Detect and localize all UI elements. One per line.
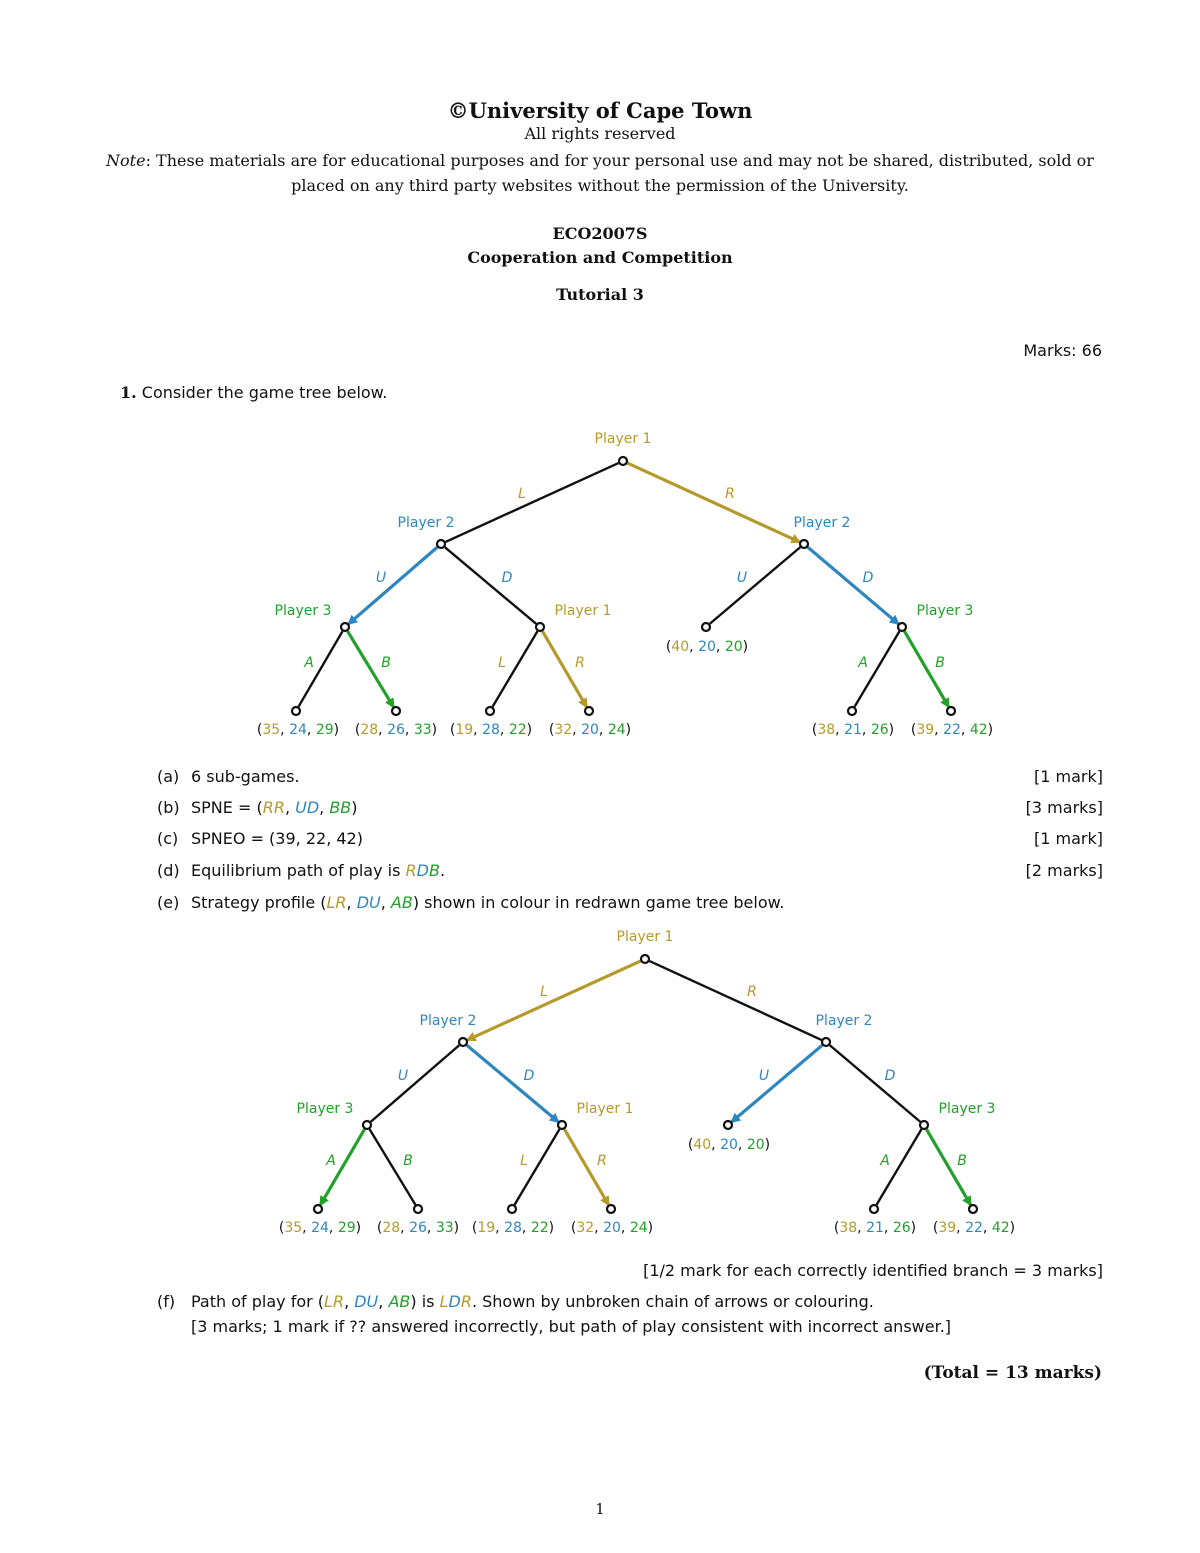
answer-label: (f) — [157, 1292, 176, 1311]
tree-branch-r — [650, 961, 822, 1040]
answer-marks: [1 mark] — [1034, 829, 1103, 848]
question-1 — [120, 383, 387, 402]
payoff-vector: (19, 28, 22) — [471, 1220, 555, 1236]
strategy-p3: AB — [390, 893, 413, 912]
tree-node — [969, 1205, 977, 1213]
answer-e-marks — [157, 1261, 1103, 1285]
branch-label-d: D — [884, 1068, 896, 1084]
player-1-label: Player 1 — [576, 1101, 634, 1117]
tree-node — [314, 1205, 322, 1213]
question-number: 1. — [120, 383, 137, 402]
branch-label-b: B — [935, 655, 945, 671]
payoff-vector: (35, 24, 29) — [256, 722, 340, 738]
tree-node — [898, 623, 906, 631]
branch-label-r: R — [747, 984, 757, 1000]
tree-node — [800, 540, 808, 548]
answer-marks: [1 mark] — [1034, 767, 1103, 786]
copyright-title: ©University of Cape Town — [447, 98, 753, 123]
answer-f-marks: [3 marks; 1 mark if ?? answered incorrectly, but path of play consistent with incorrect answer.] — [191, 1317, 952, 1336]
tree-node — [558, 1121, 566, 1129]
player-2-label: Player 2 — [397, 515, 455, 531]
player-2-label: Player 2 — [419, 1013, 477, 1029]
branch-label-a: A — [326, 1153, 336, 1169]
course-name: Cooperation and Competition — [467, 248, 733, 267]
strategy-p2: DU — [354, 1292, 379, 1311]
tree-node — [702, 623, 710, 631]
tree-node — [641, 955, 649, 963]
payoff-vector: (40, 20, 20) — [687, 1137, 771, 1153]
branch-label-l: L — [520, 1153, 528, 1169]
payoff-vector: (28, 26, 33) — [376, 1220, 460, 1236]
path-step: B — [428, 861, 440, 880]
answer-marks: [2 marks] — [1025, 861, 1103, 880]
branch-label-r: R — [725, 486, 735, 502]
tree-node — [292, 707, 300, 715]
tree-branch-d — [808, 547, 898, 624]
payoff-vector: (39, 22, 42) — [910, 722, 994, 738]
page-number: 1 — [595, 1500, 605, 1518]
strategy-p3: BB — [329, 798, 352, 817]
player-1-label: Player 1 — [554, 603, 612, 619]
tree-node — [619, 457, 627, 465]
tutorial-title: Tutorial 3 — [556, 285, 644, 304]
payoff-vector: (32, 20, 24) — [548, 722, 632, 738]
player-2-label: Player 2 — [815, 1013, 873, 1029]
payoff-vector: (28, 26, 33) — [354, 722, 438, 738]
tree-node — [724, 1121, 732, 1129]
game-tree-1 — [0, 420, 1200, 750]
answer-text: SPNEO = (39, 22, 42) — [191, 829, 363, 848]
answer-b: (b) SPNE = (RR, UD, BB) [3 marks] — [157, 798, 1103, 817]
rights-reserved: All rights reserved — [524, 124, 676, 143]
branch-label-l: L — [540, 984, 548, 1000]
answer-text-end: ) shown in colour in redrawn game tree below. — [412, 893, 785, 912]
tree-branch-d — [445, 547, 536, 624]
tree-node — [822, 1038, 830, 1046]
branch-label-a: A — [304, 655, 314, 671]
payoff-vector: (40, 20, 20) — [665, 639, 749, 655]
branch-label-u: U — [736, 570, 748, 586]
strategy-p3: AB — [388, 1292, 411, 1311]
tree-node — [508, 1205, 516, 1213]
branch-label-d: D — [501, 570, 513, 586]
payoff-vector: (38, 21, 26) — [833, 1220, 917, 1236]
tree-branch-u — [732, 1045, 822, 1122]
tree-branch-d — [467, 1045, 558, 1122]
tree-node — [392, 707, 400, 715]
tree-node — [363, 1121, 371, 1129]
tree-branch-l — [446, 463, 619, 542]
strategy-p2: UD — [295, 798, 320, 817]
path-step: R — [405, 861, 417, 880]
payoff-vector: (32, 20, 24) — [570, 1220, 654, 1236]
tree-branch-u — [710, 547, 800, 624]
tree-node — [437, 540, 445, 548]
tree-node — [920, 1121, 928, 1129]
answer-f: (f) Path of play for (LR, DU, AB) is LDR. Shown by unbroken chain of arrows or colouring. — [157, 1292, 874, 1311]
player-3-label: Player 3 — [296, 1101, 354, 1117]
course-code: ECO2007S — [552, 224, 648, 243]
player-3-label: Player 3 — [274, 603, 332, 619]
tree-branch-l — [468, 961, 641, 1040]
branch-label-u: U — [397, 1068, 409, 1084]
note-text: : These materials are for educational purposes and for your personal use and may not be shared, distributed, sold or placed on any third party websites without the permission of the University. — [145, 151, 1094, 195]
question-text: Consider the game tree below. — [141, 383, 388, 402]
answer-text-mid: ) is — [410, 1292, 440, 1311]
player-3-label: Player 3 — [938, 1101, 996, 1117]
payoff-vector: (39, 22, 42) — [932, 1220, 1016, 1236]
path-step: D — [416, 861, 429, 880]
tree-node — [848, 707, 856, 715]
player-1-label: Player 1 — [616, 929, 674, 945]
answer-label: (d) — [157, 861, 180, 880]
tree-node — [459, 1038, 467, 1046]
total-marks: (Total = 13 marks) — [923, 1363, 1102, 1383]
strategy-p1: LR — [324, 1292, 345, 1311]
answer-marks: [3 marks] — [1025, 798, 1103, 817]
branch-label-r: R — [575, 655, 585, 671]
path-step: L — [439, 1292, 449, 1311]
game-tree-2 — [22, 918, 1182, 1248]
branch-label-d: D — [862, 570, 874, 586]
answer-text: SPNE = ( — [191, 798, 263, 817]
tree-node — [536, 623, 544, 631]
strategy-p1: LR — [326, 893, 347, 912]
answer-text-end: . Shown by unbroken chain of arrows or colouring. — [471, 1292, 874, 1311]
answer-label: (c) — [157, 829, 179, 848]
tree-branch-u — [349, 547, 437, 623]
answer-e: (e) Strategy profile (LR, DU, AB) shown in colour in redrawn game tree below. — [157, 893, 785, 912]
branch-label-a: A — [880, 1153, 890, 1169]
branch-label-r: R — [597, 1153, 607, 1169]
strategy-p1: RR — [262, 798, 285, 817]
answer-text: Strategy profile ( — [191, 893, 327, 912]
branch-label-u: U — [758, 1068, 770, 1084]
player-2-label: Player 2 — [793, 515, 851, 531]
tree-branch-r — [628, 463, 800, 542]
player-3-label: Player 3 — [916, 603, 974, 619]
strategy-p2: DU — [356, 893, 381, 912]
branch-label-u: U — [375, 570, 387, 586]
answer-text-end: . — [439, 861, 446, 880]
branch-label-b: B — [381, 655, 391, 671]
answer-text: 6 sub-games. — [191, 767, 300, 786]
answer-label: (a) — [157, 767, 180, 786]
tree-node — [870, 1205, 878, 1213]
answer-c — [157, 829, 1103, 853]
branch-label-l: L — [498, 655, 506, 671]
branch-label-d: D — [523, 1068, 535, 1084]
tree-node — [341, 623, 349, 631]
note-label: Note — [106, 151, 146, 170]
answer-text-end: ) — [351, 798, 358, 817]
tree-branch-d — [830, 1045, 920, 1122]
tree-node — [607, 1205, 615, 1213]
tree-branch-u — [371, 1045, 459, 1121]
payoff-vector: (35, 24, 29) — [278, 1220, 362, 1236]
tree-node — [585, 707, 593, 715]
path-step: D — [448, 1292, 461, 1311]
total-marks-label: Marks: 66 — [1023, 341, 1102, 360]
tree-node — [414, 1205, 422, 1213]
answer-marks: [1/2 mark for each correctly identified branch = 3 marks] — [643, 1261, 1103, 1280]
payoff-vector: (19, 28, 22) — [449, 722, 533, 738]
usage-note — [98, 148, 1102, 198]
answer-label: (e) — [157, 893, 180, 912]
answer-a — [157, 767, 1103, 791]
branch-label-b: B — [957, 1153, 967, 1169]
payoff-vector: (38, 21, 26) — [811, 722, 895, 738]
tree-node — [947, 707, 955, 715]
branch-label-b: B — [403, 1153, 413, 1169]
tree-node — [486, 707, 494, 715]
branch-label-a: A — [858, 655, 868, 671]
branch-label-l: L — [518, 486, 526, 502]
answer-text: Path of play for ( — [191, 1292, 325, 1311]
answer-text: Equilibrium path of play is — [191, 861, 406, 880]
answer-label: (b) — [157, 798, 180, 817]
path-step: R — [460, 1292, 472, 1311]
player-1-label: Player 1 — [594, 431, 652, 447]
answer-d — [157, 861, 1103, 885]
